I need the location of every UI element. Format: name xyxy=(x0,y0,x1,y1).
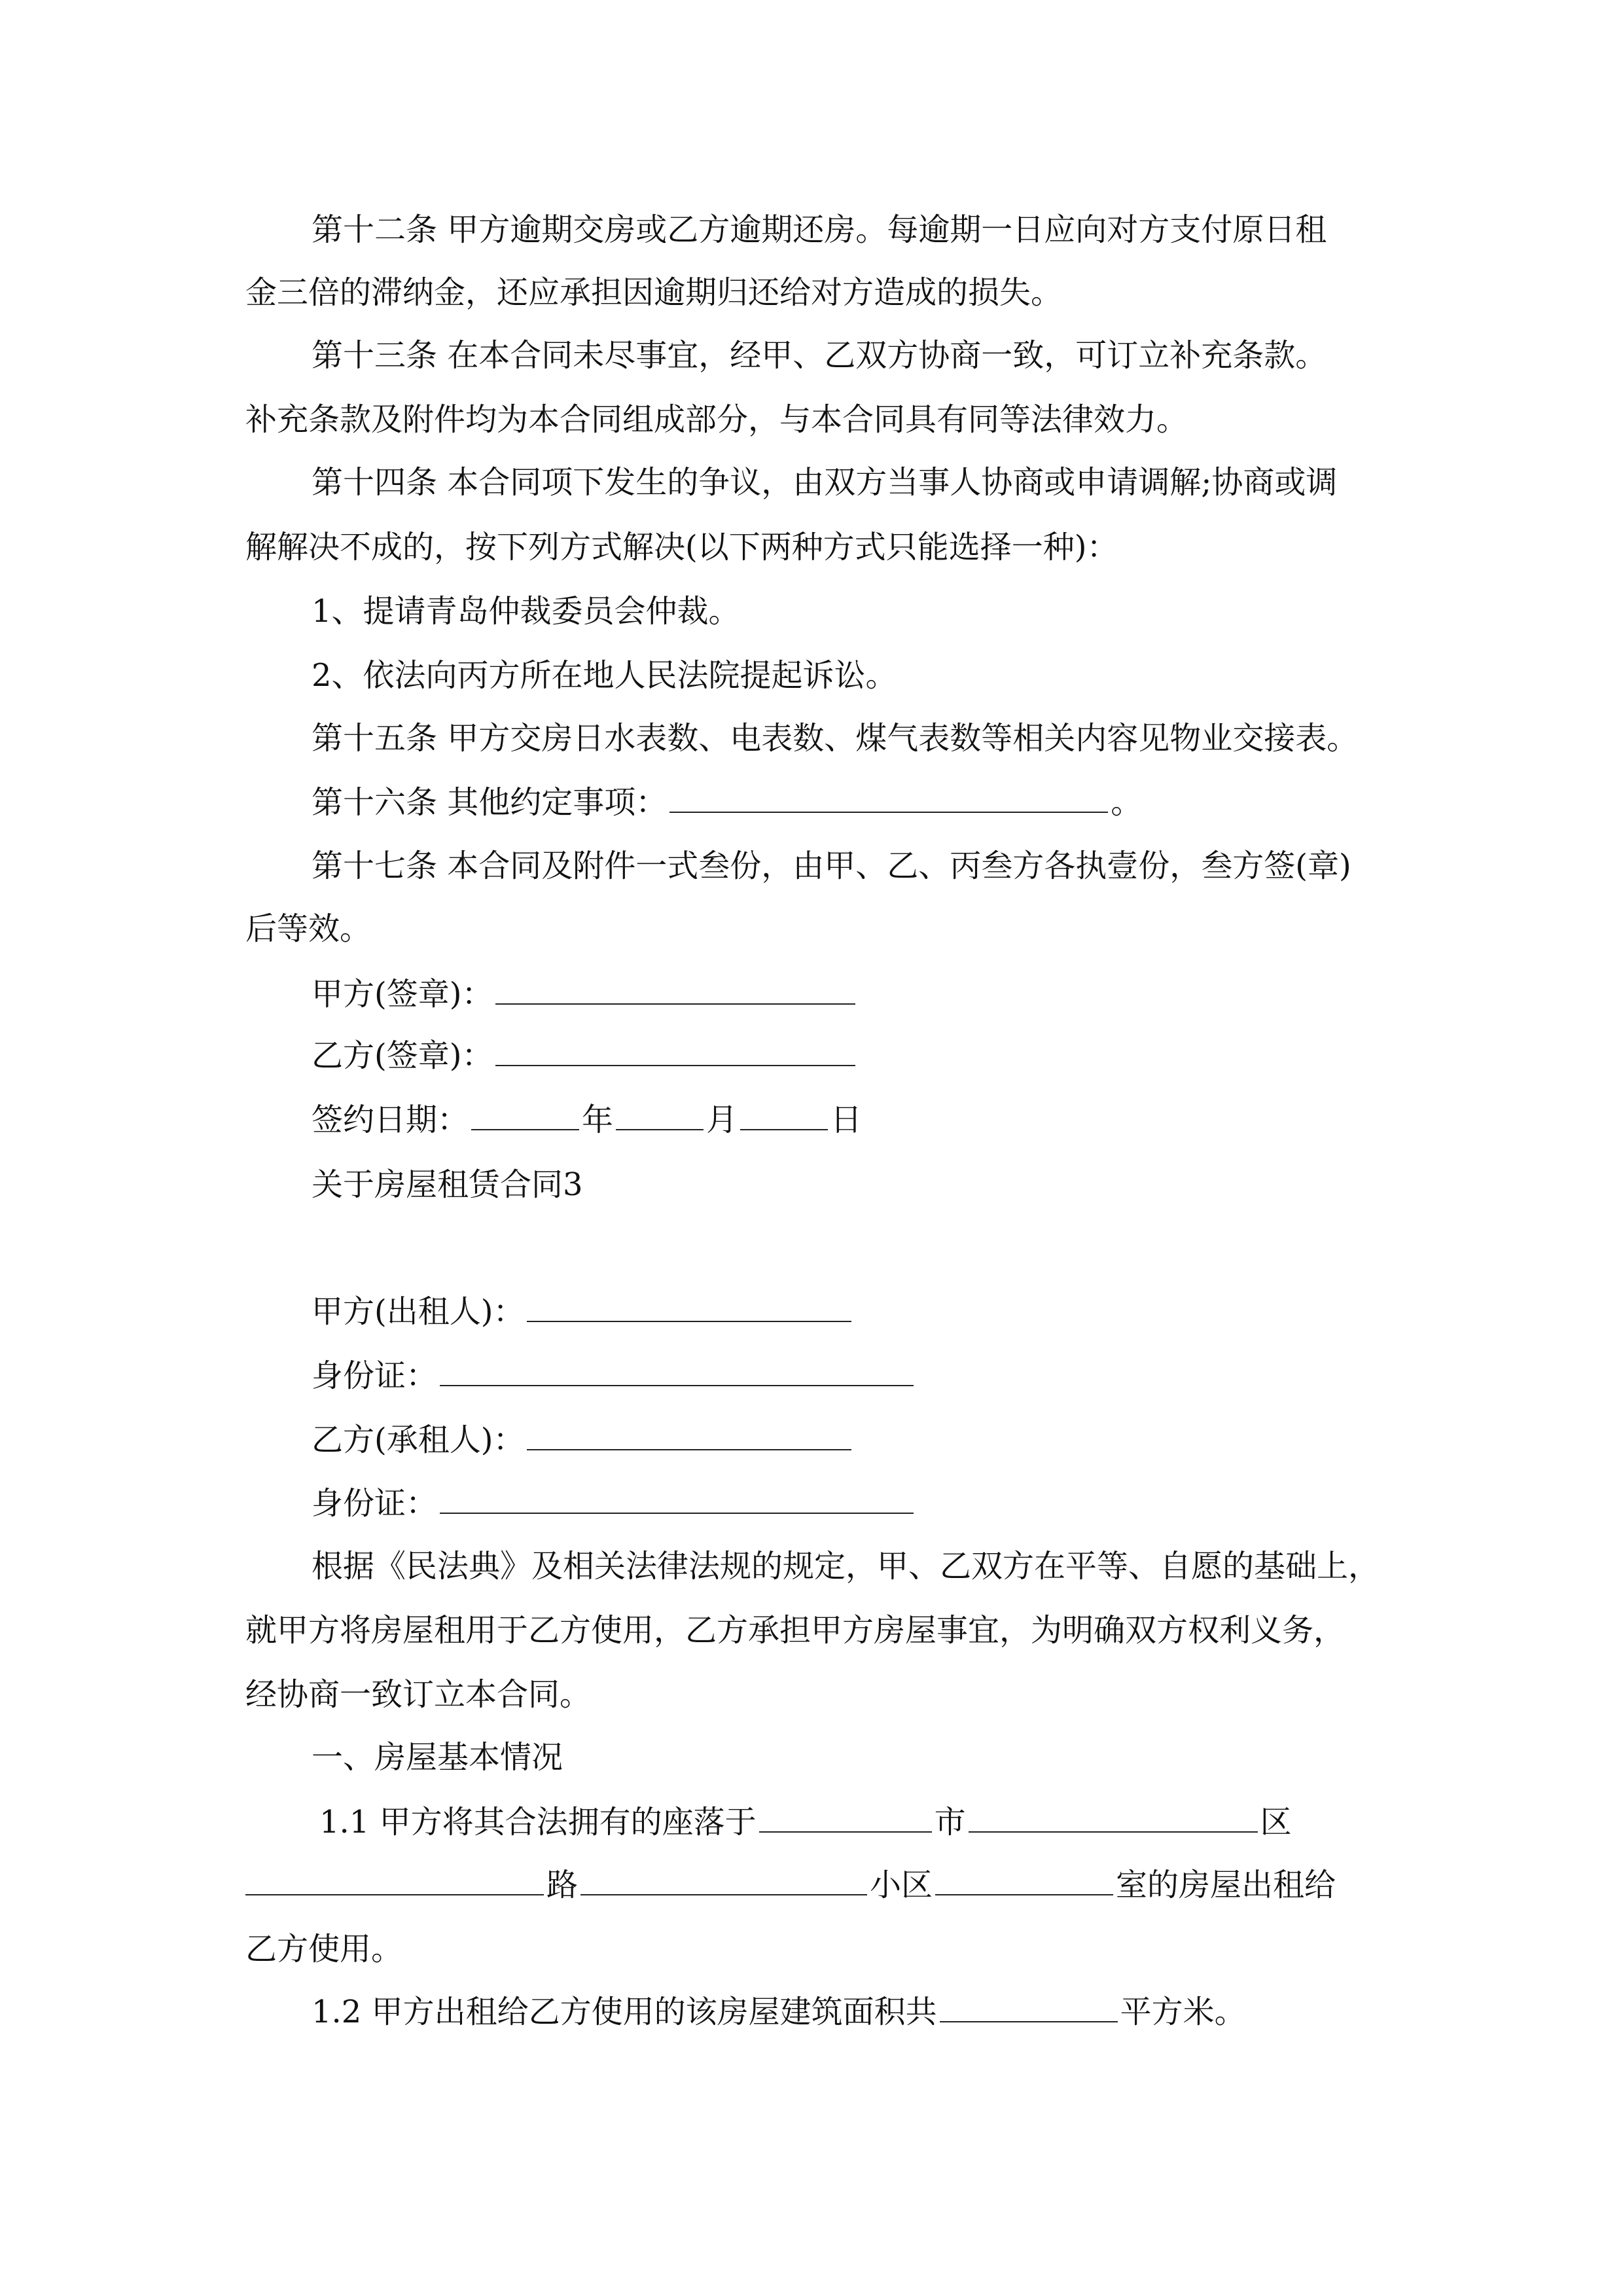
room-blank[interactable] xyxy=(935,1865,1113,1895)
article-16-label: 第十六条 其他约定事项： xyxy=(312,784,668,821)
party-b-signature-label: 乙方(签章)： xyxy=(312,1037,493,1074)
party-a-signature-blank[interactable] xyxy=(495,975,855,1005)
road-blank[interactable] xyxy=(245,1865,544,1895)
district-label: 区 xyxy=(1260,1804,1292,1840)
article-17-line-1: 第十七条 本合同及附件一式叁份，由甲、乙、丙叁方各执壹份，叁方签(章) xyxy=(312,848,1351,884)
preamble-line-3: 经协商一致订立本合同。 xyxy=(245,1676,592,1713)
lessee-id xyxy=(312,1484,916,1523)
preamble-line-1: 根据《民法典》及相关法律法规的规定，甲、乙双方在平等、自愿的基础上， xyxy=(312,1548,1380,1585)
year-blank[interactable] xyxy=(471,1100,579,1130)
community-blank[interactable] xyxy=(580,1865,867,1895)
article-14-line-2: 解解决不成的，按下列方式解决(以下两种方式只能选择一种)： xyxy=(245,529,1118,565)
community-label: 小区 xyxy=(870,1867,933,1903)
month-blank[interactable] xyxy=(616,1100,704,1130)
city-blank[interactable] xyxy=(759,1803,932,1833)
city-label: 市 xyxy=(934,1804,966,1840)
clause-1-1-line-3: 乙方使用。 xyxy=(245,1931,403,1967)
lessor-id-blank[interactable] xyxy=(440,1356,914,1386)
article-14-option-1: 1、提请青岛仲裁委员会仲裁。 xyxy=(312,593,740,630)
lessor-label: 甲方(出租人)： xyxy=(312,1293,525,1330)
road-label: 路 xyxy=(546,1867,579,1903)
article-14-line-1: 第十四条 本合同项下发生的争议，由双方当事人协商或申请调解;协商或调 xyxy=(312,464,1338,501)
article-14-option-2: 2、依法向丙方所在地人民法院提起诉讼。 xyxy=(312,657,897,694)
article-16-end: 。 xyxy=(1111,784,1143,821)
signing-date xyxy=(312,1100,862,1139)
clause-1-2-text: 1.2 甲方出租给乙方使用的该房屋建筑面积共 xyxy=(312,1994,937,2030)
other-terms-blank[interactable] xyxy=(669,783,1108,813)
preamble-line-2: 就甲方将房屋租用于乙方使用，乙方承担甲方房屋事宜，为明确双方权利义务， xyxy=(245,1612,1346,1649)
article-17-line-2: 后等效。 xyxy=(245,910,372,947)
clause-1-1-text: 1.1 甲方将其合法拥有的座落于 xyxy=(319,1804,757,1840)
article-13-line-2: 补充条款及附件均为本合同组成部分，与本合同具有同等法律效力。 xyxy=(245,401,1188,438)
lessee-label: 乙方(承租人)： xyxy=(312,1422,525,1458)
article-12-line-2: 金三倍的滞纳金，还应承担因逾期归还给对方造成的损失。 xyxy=(245,274,1063,311)
lessee-blank[interactable] xyxy=(527,1420,851,1450)
year-label: 年 xyxy=(582,1102,614,1138)
lessor-id xyxy=(312,1356,916,1395)
lessee-id-label: 身份证： xyxy=(312,1485,438,1522)
lessor-id-label: 身份证： xyxy=(312,1357,438,1394)
area-unit: 平方米。 xyxy=(1120,1994,1246,2030)
party-a-signature xyxy=(312,975,858,1014)
article-13-line-1: 第十三条 在本合同未尽事宜，经甲、乙双方协商一致，可订立补充条款。 xyxy=(312,337,1327,374)
room-label: 室的房屋出租给 xyxy=(1116,1867,1336,1903)
article-15: 第十五条 甲方交房日水表数、电表数、煤气表数等相关内容见物业交接表。 xyxy=(312,720,1359,757)
day-label: 日 xyxy=(830,1102,863,1138)
area-blank[interactable] xyxy=(940,1992,1118,2022)
contract-3-title: 关于房屋租赁合同3 xyxy=(312,1166,583,1203)
lessor xyxy=(312,1292,854,1331)
article-16 xyxy=(312,783,1142,822)
day-blank[interactable] xyxy=(740,1100,828,1130)
party-b-signature xyxy=(312,1036,858,1075)
clause-1-1-line-2 xyxy=(245,1865,1336,1905)
clause-1-2 xyxy=(312,1992,1246,2032)
party-b-signature-blank[interactable] xyxy=(495,1036,855,1066)
article-12-line-1: 第十二条 甲方逾期交房或乙方逾期还房。每逾期一日应向对方支付原日租 xyxy=(312,211,1327,248)
month-label: 月 xyxy=(706,1102,738,1138)
signing-date-label: 签约日期： xyxy=(312,1102,469,1138)
lessee xyxy=(312,1420,854,1460)
lessor-blank[interactable] xyxy=(527,1292,851,1322)
party-a-signature-label: 甲方(签章)： xyxy=(312,976,493,1013)
section-1-heading: 一、房屋基本情况 xyxy=(312,1739,563,1776)
clause-1-1-line-1 xyxy=(319,1803,1292,1842)
lessee-id-blank[interactable] xyxy=(440,1484,914,1514)
district-blank[interactable] xyxy=(969,1803,1258,1833)
